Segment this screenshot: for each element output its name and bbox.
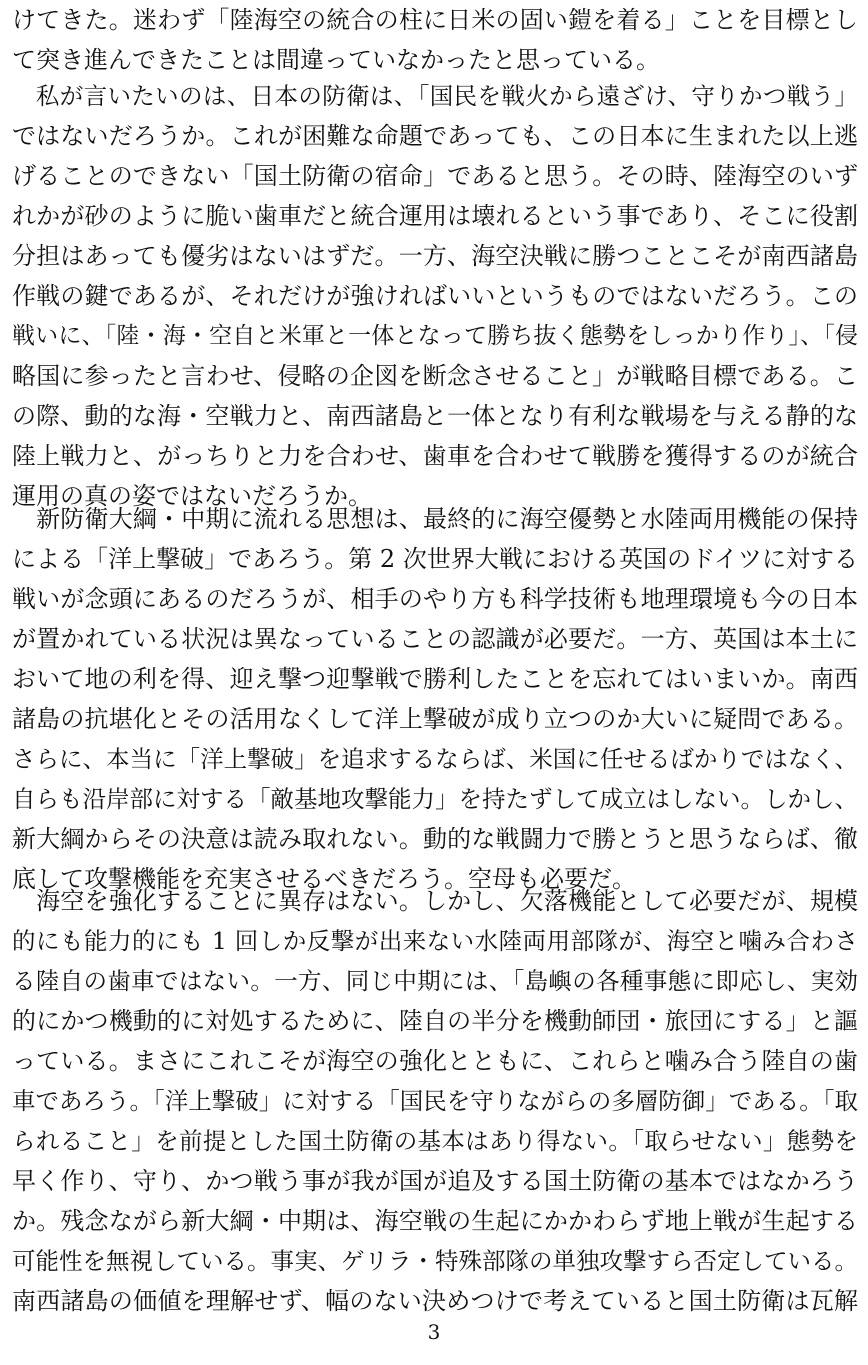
text-line: 私が言いたいのは、日本の防衛は、「国民を戦火から遠ざけ、守りかつ戦う」 — [12, 82, 858, 110]
page-number: 3 — [427, 1320, 441, 1344]
paragraph-2 — [12, 76, 858, 516]
text-line: 新大綱からその決意は読み取れない。動的な戦闘力で勝とうと思うならば、徹 — [12, 825, 858, 853]
paragraph-4 — [12, 881, 858, 1321]
text-line: 新防衛大綱・中期に流れる思想は、最終的に海空優勢と水陸両用機能の保持 — [12, 505, 858, 533]
text-line: ではないだろうか。これが困難な命題であっても、この日本に生まれた以上逃 — [12, 122, 858, 150]
text-line: か。残念ながら新大綱・中期は、海空戦の生起にかかわらず地上戦が生起する — [12, 1207, 858, 1235]
text-line: 戦いに、「陸・海・空自と米軍と一体となって勝ち抜く態勢をしっかり作り」、「侵 — [12, 323, 858, 349]
text-line: けてきた。迷わず「陸海空の統合の柱に日米の固い鎧を着る」ことを目標とし — [12, 6, 858, 34]
text-line: げることのできない「国土防衛の宿命」であると思う。その時、陸海空のいず — [12, 162, 858, 190]
text-line: が置かれている状況は異なっていることの認識が必要だ。一方、英国は本土に — [12, 625, 858, 653]
text-line: れかが砂のように脆い歯車だと統合運用は壊れるという事であり、そこに役割 — [12, 202, 858, 230]
text-line: 可能性を無視している。事実、ゲリラ・特殊部隊の単独攻撃すら否定している。 — [12, 1247, 858, 1275]
text-line: 的にかつ機動的に対処するために、陸自の半分を機動師団・旅団にする」と謳 — [12, 1007, 858, 1035]
text-line: 海空を強化することに異存はない。しかし、欠落機能として必要だが、規模 — [12, 887, 858, 915]
text-line: っている。まさにこれこそが海空の強化とともに、これらと噛み合う陸自の歯 — [12, 1047, 858, 1075]
text-line: 諸島の抗堪化とその活用なくして洋上撃破が成り立つのか大いに疑問である。 — [12, 705, 858, 733]
text-line: さらに、本当に「洋上撃破」を追求するならば、米国に任せるばかりではなく、 — [12, 745, 858, 773]
paragraph-3 — [12, 499, 858, 899]
text-line: 分担はあっても優劣はないはずだ。一方、海空決戦に勝つことこそが南西諸島 — [12, 242, 858, 270]
text-line: 南西諸島の価値を理解せず、幅のない決めつけで考えていると国土防衛は瓦解 — [12, 1287, 858, 1315]
text-line: 陸上戦力と、がっちりと力を合わせ、歯車を合わせて戦勝を獲得するのが統合 — [12, 442, 858, 470]
text-line: る陸自の歯車ではない。一方、同じ中期には、「島嶼の各種事態に即応し、実効 — [12, 967, 858, 995]
paragraph-1 — [12, 0, 858, 80]
text-line: 早く作り、守り、かつ戦う事が我が国が追及する国土防衛の基本ではなかろう — [12, 1167, 858, 1195]
text-line: 車であろう。「洋上撃破」に対する「国民を守りながらの多層防御」である。「取 — [12, 1087, 858, 1115]
text-line: おいて地の利を得、迎え撃つ迎撃戦で勝利したことを忘れてはいまいか。南西 — [12, 665, 858, 693]
text-line: 的にも能力的にも 1 回しか反撃が出来ない水陸両用部隊が、海空と噛み合わさ — [12, 927, 858, 955]
text-line: 自らも沿岸部に対する「敵基地攻撃能力」を持たずして成立はしない。しかし、 — [12, 785, 858, 813]
text-line: 運用の真の姿ではないだろうか。 — [12, 482, 372, 510]
text-line: 略国に参ったと言わせ、侵略の企図を断念させること」が戦略目標である。こ — [12, 362, 858, 390]
text-line: による「洋上撃破」であろう。第 2 次世界大戦における英国のドイツに対する — [12, 545, 858, 573]
text-line: 底して攻撃機能を充実させるべきだろう。空母も必要だ。 — [12, 865, 636, 893]
text-line: られること」を前提とした国土防衛の基本はあり得ない。「取らせない」態勢を — [12, 1127, 858, 1155]
text-line: 戦いが念頭にあるのだろうが、相手のやり方も科学技術も地理環境も今の日本 — [12, 585, 858, 613]
text-line: の際、動的な海・空戦力と、南西諸島と一体となり有利な戦場を与える静的な — [12, 402, 858, 430]
text-line: 作戦の鍵であるが、それだけが強ければいいというものではないだろう。この — [12, 282, 858, 310]
text-line: て突き進んできたことは間違っていなかったと思っている。 — [12, 46, 660, 74]
